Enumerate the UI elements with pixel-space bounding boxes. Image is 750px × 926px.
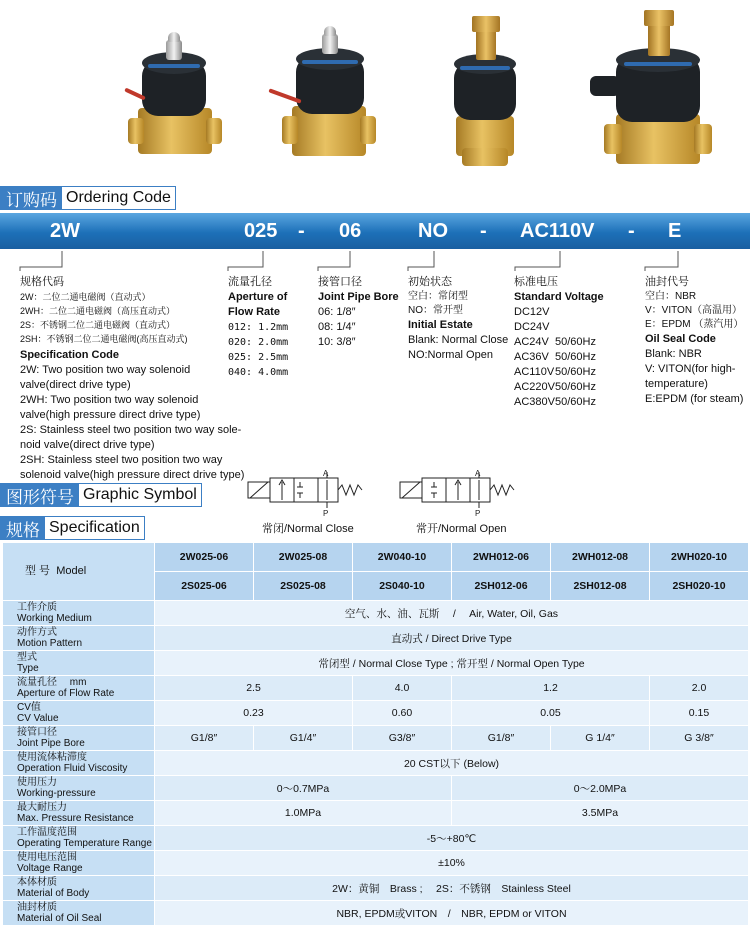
- model-header: 2SH012-06: [452, 572, 551, 601]
- ordering-code-cn: 订购码: [0, 186, 61, 210]
- valve-image-1: [120, 30, 240, 170]
- spec-code-en-line: valve(direct drive type): [20, 379, 131, 391]
- table-cell: 0～0.7MPa: [155, 776, 452, 801]
- table-cell: 2.5: [155, 676, 353, 701]
- table-row: [3, 543, 749, 572]
- table-cell: 0.15: [650, 701, 749, 726]
- table-cell: 直动式 / Direct Drive Type: [155, 626, 749, 651]
- aperture-column: [228, 275, 288, 380]
- voltage-option: AC36V 50/60Hz: [514, 351, 596, 363]
- table-cell: G 1/4″: [551, 726, 650, 751]
- row-label: 使用压力 Working-pressure: [3, 776, 155, 801]
- specification-en: Specification: [44, 516, 145, 540]
- table-row: [3, 826, 749, 851]
- seal-en-title: Oil Seal Code: [645, 333, 716, 345]
- port-a-label: A: [323, 469, 329, 478]
- table-row: [3, 876, 749, 901]
- table-cell: 3.5MPa: [452, 801, 749, 826]
- table-cell: 常闭型 / Normal Close Type ; 常开型 / Normal Open Type: [155, 651, 749, 676]
- table-row: [3, 801, 749, 826]
- voltage-option: AC110V 50/60Hz: [514, 366, 596, 378]
- spec-code-en-line: noid valve(direct drive type): [20, 439, 155, 451]
- table-cell: 2W：黄铜 Brass ; 2S：不锈钢 Stainless Steel: [155, 876, 749, 901]
- spec-code-cn-line: 2S：不锈钢二位二通电磁阀（直动式）: [20, 320, 176, 330]
- code-segment-series: 2W: [50, 220, 80, 242]
- bore-cn-title: 接管口径: [318, 276, 362, 288]
- initial-en-line: Blank: Normal Close: [408, 334, 509, 346]
- code-segment-bore: 06: [339, 220, 362, 242]
- model-header: 2S025-06: [155, 572, 254, 601]
- model-header: 2W040-10: [353, 543, 452, 572]
- normal-open-caption: 常开/Normal Open: [416, 523, 507, 535]
- table-row: [3, 651, 749, 676]
- table-row: [3, 676, 749, 701]
- aperture-en-title: Aperture of: [228, 291, 288, 303]
- row-label: 使用流体粘滞度 Operation Fluid Viscosity: [3, 751, 155, 776]
- model-header: 2W025-06: [155, 543, 254, 572]
- row-label: 使用电压范围 Voltage Range: [3, 851, 155, 876]
- table-cell: G3/8″: [353, 726, 452, 751]
- table-cell: 2.0: [650, 676, 749, 701]
- initial-en-line: NO:Normal Open: [408, 349, 493, 361]
- code-segment-voltage: AC110V: [520, 220, 595, 242]
- port-p-label: P: [323, 509, 329, 518]
- bore-option: 06: 1/8″: [318, 306, 356, 318]
- code-segment-initial: NO: [418, 220, 448, 242]
- graphic-symbol-en: Graphic Symbol: [78, 483, 202, 507]
- row-label: 接管口径 Joint Pipe Bore: [3, 726, 155, 751]
- spec-code-en-line: solenoid valve(high pressure direct drive type): [20, 469, 245, 481]
- voltage-cn-title: 标准电压: [514, 276, 558, 288]
- table-row: [3, 701, 749, 726]
- model-header: 2W025-08: [254, 543, 353, 572]
- port-a-label: A: [475, 469, 481, 478]
- oil-seal-column: [645, 275, 743, 407]
- row-label: 流量孔径 mm Aperture of Flow Rate: [3, 676, 155, 701]
- spec-code-cn-title: 规格代码: [20, 276, 64, 288]
- aperture-cn-title: 流量孔径: [228, 276, 272, 288]
- valve-image-3: [440, 8, 540, 173]
- graphic-symbol-heading: [0, 483, 202, 507]
- aperture-option: 025: 2.5mm: [228, 352, 289, 363]
- seal-en-line: Blank: NBR: [645, 348, 702, 360]
- table-cell: G 3/8″: [650, 726, 749, 751]
- row-label: 油封材质 Material of Oil Seal: [3, 901, 155, 926]
- row-label: 本体材质 Material of Body: [3, 876, 155, 901]
- table-row: [3, 851, 749, 876]
- table-row: [3, 901, 749, 926]
- initial-state-column: [408, 275, 508, 363]
- table-cell: 空气、水、油、瓦斯 / Air, Water, Oil, Gas: [155, 601, 749, 626]
- bore-option: 08: 1/4″: [318, 321, 356, 333]
- voltage-option: DC24V: [514, 321, 550, 333]
- spec-code-cn-line: 2SH：不锈钢二位二通电磁阀(高压直动式): [20, 334, 188, 344]
- ordering-code-band: [0, 213, 750, 249]
- code-segment-seal: E: [668, 220, 682, 242]
- table-row: [3, 626, 749, 651]
- code-dash: -: [298, 220, 305, 242]
- table-row: [3, 726, 749, 751]
- table-row: [3, 601, 749, 626]
- model-header: 2WH020-10: [650, 543, 749, 572]
- model-header: 2WH012-08: [551, 543, 650, 572]
- row-label: 工作温度范围 Operating Temperature Range: [3, 826, 155, 851]
- table-cell: -5～+80℃: [155, 826, 749, 851]
- initial-cn-line: 空白：常闭型: [408, 291, 468, 302]
- graphic-symbol-cn: 图形符号: [0, 483, 78, 507]
- normal-close-symbol: [244, 468, 374, 518]
- aperture-option: 020: 2.0mm: [228, 337, 289, 348]
- table-cell: 4.0: [353, 676, 452, 701]
- valve-image-4: [586, 6, 726, 174]
- initial-cn-line: NO：常开型: [408, 305, 463, 316]
- normal-open-symbol: [396, 468, 526, 518]
- initial-en-title: Initial Estate: [408, 319, 473, 331]
- voltage-en-title: Standard Voltage: [514, 291, 604, 303]
- aperture-option: 012: 1.2mm: [228, 322, 289, 333]
- seal-cn-line: E：EPDM （蒸汽用）: [645, 319, 744, 330]
- voltage-option: AC220V 50/60Hz: [514, 381, 596, 393]
- initial-cn-title: 初始状态: [408, 276, 452, 288]
- table-cell: ±10%: [155, 851, 749, 876]
- aperture-option: 040: 4.0mm: [228, 367, 289, 378]
- spec-code-en-line: 2WH: Two position two way solenoid: [20, 394, 199, 406]
- model-header: 2WH012-06: [452, 543, 551, 572]
- spec-code-en-line: 2W: Two position two way solenoid: [20, 364, 191, 376]
- seal-cn-line: 空白：NBR: [645, 291, 697, 302]
- bore-column: [318, 275, 399, 350]
- product-photos: [0, 0, 750, 180]
- voltage-column: [514, 275, 604, 410]
- seal-en-line: V: VITON(for high-: [645, 363, 736, 375]
- code-dash: -: [480, 220, 487, 242]
- ordering-code-en: Ordering Code: [61, 186, 176, 210]
- bore-en-title: Joint Pipe Bore: [318, 291, 399, 303]
- code-segment-aperture: 025: [244, 220, 278, 242]
- row-label: CV值 CV Value: [3, 701, 155, 726]
- ordering-code-heading: [0, 186, 176, 210]
- spec-code-en-line: valve(high pressure direct drive type): [20, 409, 201, 421]
- table-cell: 0.05: [452, 701, 650, 726]
- code-dash: -: [628, 220, 635, 242]
- specification-cn: 规格: [0, 516, 44, 540]
- seal-en-line: temperature): [645, 378, 708, 390]
- model-header: 2SH012-08: [551, 572, 650, 601]
- valve-image-2: [268, 20, 388, 170]
- normal-close-caption: 常闭/Normal Close: [262, 523, 354, 535]
- table-cell: G1/8″: [155, 726, 254, 751]
- model-header: 2S040-10: [353, 572, 452, 601]
- row-label: 动作方式 Motion Pattern: [3, 626, 155, 651]
- spec-code-column: [20, 275, 244, 483]
- specification-table: [2, 542, 749, 926]
- table-cell: G1/4″: [254, 726, 353, 751]
- aperture-en-title-2: Flow Rate: [228, 306, 280, 318]
- table-cell: 20 CST以下 (Below): [155, 751, 749, 776]
- spec-code-en-line: 2SH: Stainless steel two position two way: [20, 454, 223, 466]
- table-row: [3, 776, 749, 801]
- spec-code-cn-line: 2WH：二位二通电磁阀（高压直动式）: [20, 306, 176, 316]
- model-header: 2S025-08: [254, 572, 353, 601]
- spec-code-en-line: 2S: Stainless steel two position two way sole-: [20, 424, 242, 436]
- row-label: 型式 Type: [3, 651, 155, 676]
- model-header: 2SH020-10: [650, 572, 749, 601]
- table-cell: 0～2.0MPa: [452, 776, 749, 801]
- table-cell: 0.23: [155, 701, 353, 726]
- row-label: 工作介质 Working Medium: [3, 601, 155, 626]
- seal-en-line: E:EPDM (for steam): [645, 393, 744, 405]
- voltage-option: DC12V: [514, 306, 550, 318]
- spec-code-cn-line: 2W：二位二通电磁阀（直动式）: [20, 292, 151, 302]
- table-cell: G1/8″: [452, 726, 551, 751]
- port-p-label: P: [475, 509, 481, 518]
- row-label: 最大耐压力 Max. Pressure Resistance: [3, 801, 155, 826]
- voltage-option: AC380V 50/60Hz: [514, 396, 596, 408]
- specification-heading: [0, 516, 145, 540]
- table-cell: NBR, EPDM或VITON / NBR, EPDM or VITON: [155, 901, 749, 926]
- voltage-option: AC24V 50/60Hz: [514, 336, 596, 348]
- bore-option: 10: 3/8″: [318, 336, 356, 348]
- model-label: 型 号 Model: [3, 543, 155, 601]
- table-cell: 1.0MPa: [155, 801, 452, 826]
- code-connector-lines: [0, 249, 750, 273]
- spec-code-en-title: Specification Code: [20, 349, 120, 361]
- table-row: [3, 751, 749, 776]
- table-cell: 1.2: [452, 676, 650, 701]
- seal-cn-line: V：VITON（高温用）: [645, 305, 743, 316]
- seal-cn-title: 油封代号: [645, 276, 689, 288]
- table-cell: 0.60: [353, 701, 452, 726]
